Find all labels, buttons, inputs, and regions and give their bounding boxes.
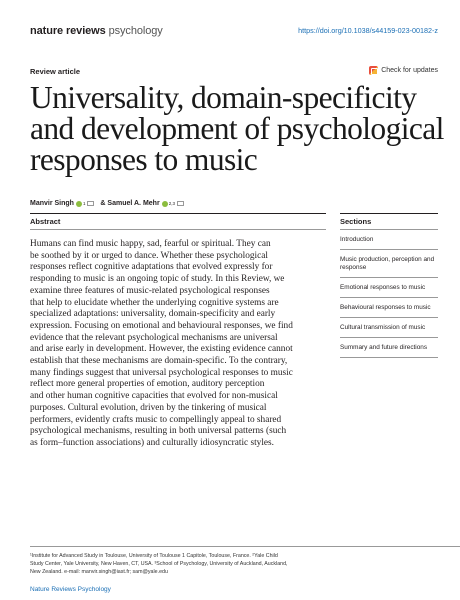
abstract-line: be soothed by it or urged to dance. Whether these psychological — [30, 250, 268, 261]
journal-name-sub: psychology — [108, 25, 163, 37]
author-list — [30, 200, 188, 207]
author-name[interactable]: Manvir Singh — [30, 200, 74, 207]
sections-heading: Sections — [340, 213, 438, 226]
abstract-line: that help to elucidate whether the underlying cognitive systems are — [30, 297, 279, 308]
check-updates-label: Check for updates — [381, 67, 438, 74]
abstract-line: establish that these mechanisms are domain-specific. To the contrary, — [30, 356, 288, 367]
author-name[interactable]: Samuel A. Mehr — [107, 200, 160, 207]
abstract-heading: Abstract — [30, 213, 326, 226]
abstract-line: performers, evidently crafts music to compellingly appeal to shared — [30, 414, 282, 425]
abstract-line: specialized adaptations: universality, domain-specificity and early — [30, 309, 276, 320]
abstract-body — [30, 239, 330, 450]
author-affiliation-marker: 2,3 — [168, 201, 175, 206]
abstract-line: reflect more general properties of emotion, auditory perception — [30, 379, 265, 390]
section-link-cultural-transmission[interactable]: Cultural transmission of music — [340, 317, 438, 337]
abstract-line: psychological mechanisms, resulting in both universal patterns (such — [30, 426, 287, 437]
abstract-line: and other human cognitive capacities that evolved for non-musical — [30, 391, 278, 402]
abstract-line: as form–function associations) and culturally idiosyncratic styles. — [30, 437, 274, 448]
affiliation-line: ¹Institute for Advanced Study in Toulouse, University of Toulouse 1 Capitole, Toulouse, France. ²Yale Child — [30, 553, 278, 559]
journal-name-bold: nature reviews — [30, 25, 106, 37]
orcid-icon[interactable] — [76, 201, 82, 207]
author-affiliation-marker: 1 — [82, 201, 86, 206]
affiliation-line: Study Center, Yale University, New Haven, CT, USA. ³School of Psychology, University of Auckland, Auckland, — [30, 561, 288, 567]
abstract-line: many findings suggest that universal psychological responses to music — [30, 367, 293, 378]
abstract-line: expression. Focusing on emotional and behavioural responses, we find — [30, 320, 293, 331]
article-title — [30, 82, 450, 175]
doi-link[interactable]: https://doi.org/10.1038/s44159-023-00182-z — [298, 26, 438, 35]
sections-nav — [340, 229, 438, 358]
article-type-label: Review article — [30, 67, 81, 76]
section-link-emotional-responses[interactable]: Emotional responses to music — [340, 277, 438, 297]
abstract-line: evidence that the relevant psychological mechanisms are universal — [30, 332, 278, 343]
email-icon[interactable] — [87, 201, 94, 206]
orcid-icon[interactable] — [162, 201, 168, 207]
section-link-behavioural-responses[interactable]: Behavioural responses to music — [340, 297, 438, 317]
author-separator: & — [98, 200, 108, 207]
section-link-introduction[interactable]: Introduction — [340, 229, 438, 249]
abstract-divider — [30, 229, 326, 230]
abstract-line: Humans can find music happy, sad, fearful or spiritual. They can — [30, 239, 271, 249]
abstract-line: responding to music is an ongoing topic of study. In this Review, we — [30, 274, 285, 285]
affiliation-line: New Zealand. e-mail: manvir.singh@iast.fr; sam@yale.edu — [30, 569, 168, 575]
title-line: and development of psychological — [30, 111, 444, 146]
abstract-line: responses reflect cognitive adaptations that evolved expressly for — [30, 262, 273, 273]
abstract-line: and arise early in development. However, the existing evidence cannot — [30, 344, 293, 355]
abstract-line: examine three features of music-related psychological responses — [30, 285, 270, 296]
title-line: Universality, domain-specificity — [30, 80, 417, 115]
email-icon[interactable] — [177, 201, 184, 206]
footer-journal-name[interactable]: Nature Reviews Psychology — [30, 586, 111, 593]
check-for-updates-button[interactable] — [369, 66, 438, 75]
section-link-summary[interactable]: Summary and future directions — [340, 337, 438, 358]
check-updates-icon — [369, 66, 378, 75]
title-line: responses to music — [30, 142, 258, 177]
abstract-line: purposes. Cultural evolution, driven by the tinkering of musical — [30, 402, 267, 413]
journal-logo[interactable] — [30, 25, 163, 37]
affiliations — [30, 546, 460, 576]
section-link-music-production[interactable]: Music production, perception and response — [340, 249, 438, 277]
